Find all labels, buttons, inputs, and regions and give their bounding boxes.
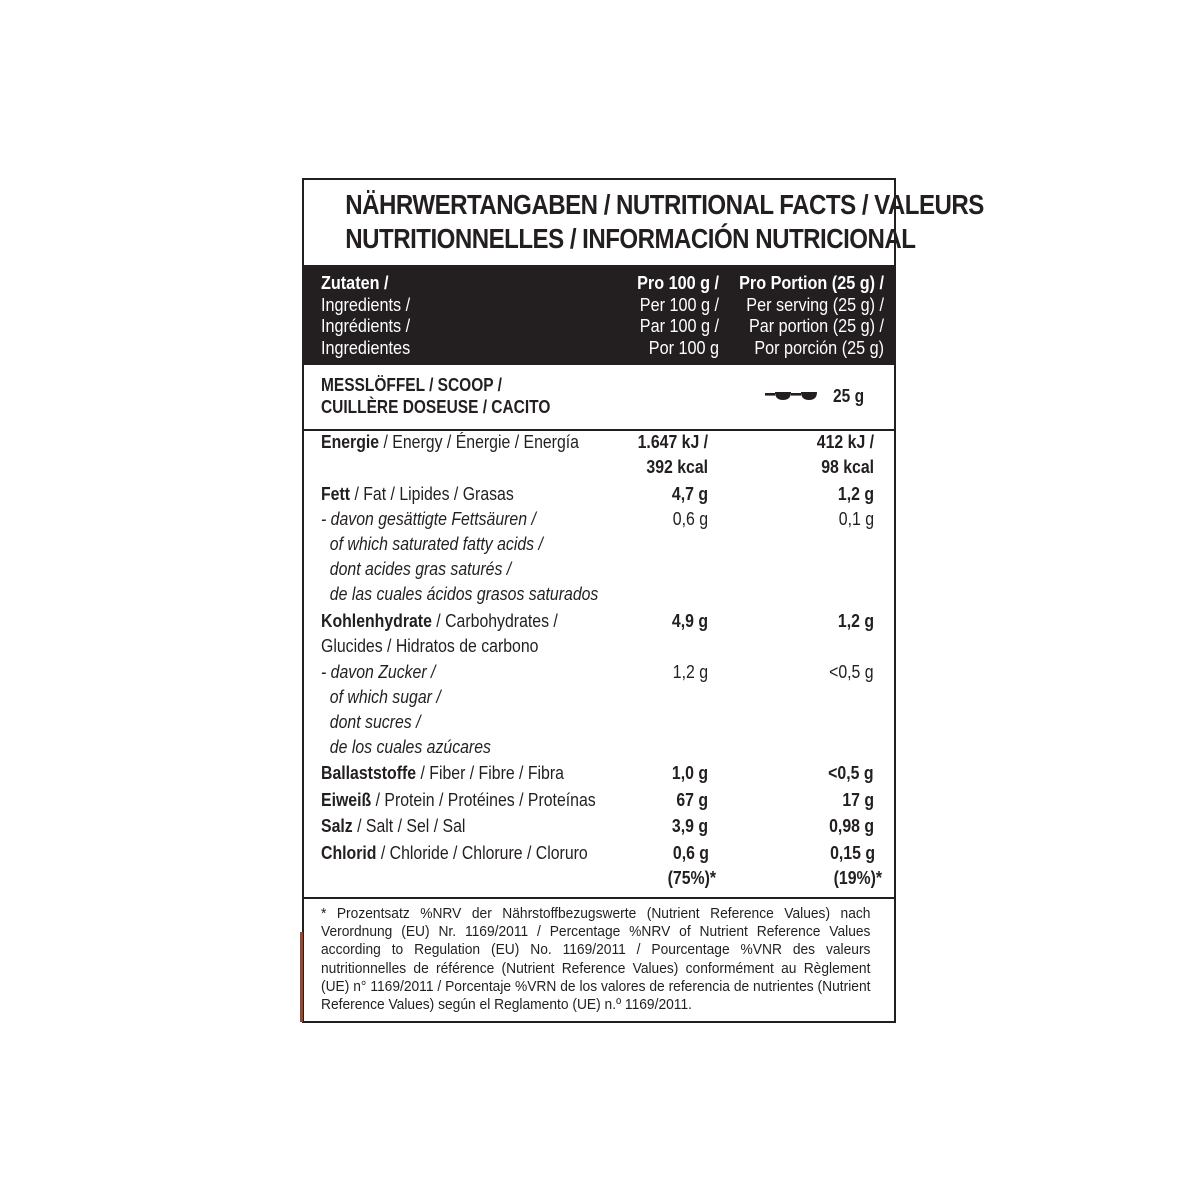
sugar-label-fr: dont sucres / [329,712,421,732]
footnote-divider [304,897,894,899]
chloride-label [321,841,588,866]
salt-label-translations: / Salt / Sel / Sal [352,816,466,836]
energy-per-serving [817,430,874,480]
carbs-label-de: Kohlenhydrate [321,611,432,631]
salt-per-100g: 3,9 g [671,816,708,836]
saturates-per-serving: 0,1 g [838,509,874,529]
fiber-per-serving: <0,5 g [828,763,874,783]
ingredients-header-en: Ingredients / [321,294,411,315]
chloride-per-serving [830,841,882,891]
ingredients-header-fr: Ingrédients / [321,316,411,337]
protein-label [321,788,596,813]
chloride-label-de: Chlorid [321,843,377,863]
chloride-per-serving-value: 0,15 g [830,843,875,863]
sugar-per-serving: <0,5 g [829,662,874,682]
chloride-per-serving-nrv: (19%)* [833,868,882,888]
sugar-label-es: de los cuales azúcares [329,737,491,757]
per-100g-header [637,273,719,360]
carbs-label [321,609,558,659]
sugar-label [321,660,491,760]
per-serving-header-en: Per serving (25 g) / [746,294,884,315]
sugar-label-de: - davon Zucker / [321,662,436,682]
fiber-label-translations: / Fiber / Fibre / Fibra [416,763,564,783]
sugar-label-en: of which sugar / [329,687,441,707]
chloride-label-translations: / Chloride / Chlorure / Cloruro [376,843,588,863]
scoop-label-line-2: CUILLÈRE DOSEUSE / CACITO [321,397,551,417]
carbs-label-en: / Carbohydrates / [431,611,558,631]
carbs-per-serving: 1,2 g [837,611,874,631]
saturates-label-es: de las cuales ácidos grasos saturados [329,584,599,604]
energy-per-serving-kcal: 98 kcal [821,457,874,477]
ingredients-header-es: Ingredientes [321,338,411,359]
per-100g-header-fr: Par 100 g / [639,316,719,337]
scoop-value: 25 g [833,386,864,406]
energy-label-de: Energie [321,432,380,452]
ingredients-header-de: Zutaten / [321,273,389,293]
per-serving-header-de: Pro Portion (25 g) / [739,273,884,293]
protein-per-serving: 17 g [842,790,874,810]
scoop-label [321,374,550,418]
column-header-bar [304,265,894,365]
per-100g-header-de: Pro 100 g / [637,273,719,293]
fat-label-de: Fett [321,484,351,504]
energy-label [321,430,579,455]
fiber-per-100g: 1,0 g [671,763,708,783]
chloride-per-100g-nrv: (75%)* [667,868,716,888]
title-line-1: NÄHRWERTANGABEN / NUTRITIONAL FACTS / VALEURS [345,189,984,220]
nutrient-table [304,430,894,895]
per-100g-header-es: Por 100 g [648,338,719,359]
chloride-per-100g [668,841,716,891]
chloride-per-100g-value: 0,6 g [672,843,709,863]
carbs-label-fr-es: Glucides / Hidratos de carbono [321,636,539,656]
salt-label-de: Salz [321,816,353,836]
nutrition-label [302,178,984,1023]
carbs-per-100g: 4,9 g [671,611,708,631]
protein-label-de: Eiweiß [321,790,372,810]
per-100g-header-en: Per 100 g / [639,294,719,315]
energy-per-100g [638,430,708,480]
fiber-label [321,761,564,786]
nrv-footnote [321,905,874,1014]
fiber-label-de: Ballaststoffe [321,763,417,783]
per-serving-header-es: Por porción (25 g) [754,338,884,359]
fat-label [321,482,514,507]
salt-per-serving: 0,98 g [829,816,874,836]
energy-per-serving-kj: 412 kJ / [816,432,874,452]
per-serving-header [739,273,884,360]
salt-label [321,814,465,839]
scoop-icon [765,387,821,401]
label-title [345,188,984,256]
sugar-per-100g: 1,2 g [672,662,708,682]
energy-label-translations: / Energy / Énergie / Energía [379,432,579,452]
saturates-label [321,507,598,607]
fat-per-100g: 4,7 g [671,484,708,504]
saturates-label-de: - davon gesättigte Fettsäuren / [321,509,536,529]
energy-per-100g-kj: 1.647 kJ / [637,432,708,452]
fat-per-serving: 1,2 g [837,484,874,504]
per-serving-header-fr: Par portion (25 g) / [748,316,884,337]
protein-per-100g: 67 g [676,790,708,810]
scoop-row [304,365,894,431]
saturates-label-fr: dont acides gras saturés / [329,559,512,579]
fat-label-translations: / Fat / Lipides / Grasas [350,484,514,504]
ingredients-header [321,273,410,360]
energy-per-100g-kcal: 392 kcal [646,457,708,477]
edge-mark [300,932,303,1022]
protein-label-translations: / Protein / Protéines / Proteínas [371,790,596,810]
saturates-per-100g: 0,6 g [672,509,708,529]
scoop-label-line-1: MESSLÖFFEL / SCOOP / [321,375,502,395]
saturates-label-en: of which saturated fatty acids / [329,534,543,554]
nrv-footnote-text: * Prozentsatz %NRV der Nährstoffbezugswerte (Nutrient Reference Values) nach Verordnung (EU) Nr. 1169/2011 / Percentage %NRV of Nutrient Reference Values according to Regulation (EU) No. 1169/2011 / Pourcentage %VNR des valeurs nutritionnelles de référence (Nutrient Reference Values) conformément au Règlement (UE) n° 1169/2011 / Porcentaje %VRN de los valores de referencia de nutrientes (Nutrient Reference Values) según el Reglamento (UE) n.º 1169/2011. [321,905,871,1014]
title-line-2: NUTRITIONNELLES / INFORMACIÓN NUTRICIONAL [345,223,916,254]
